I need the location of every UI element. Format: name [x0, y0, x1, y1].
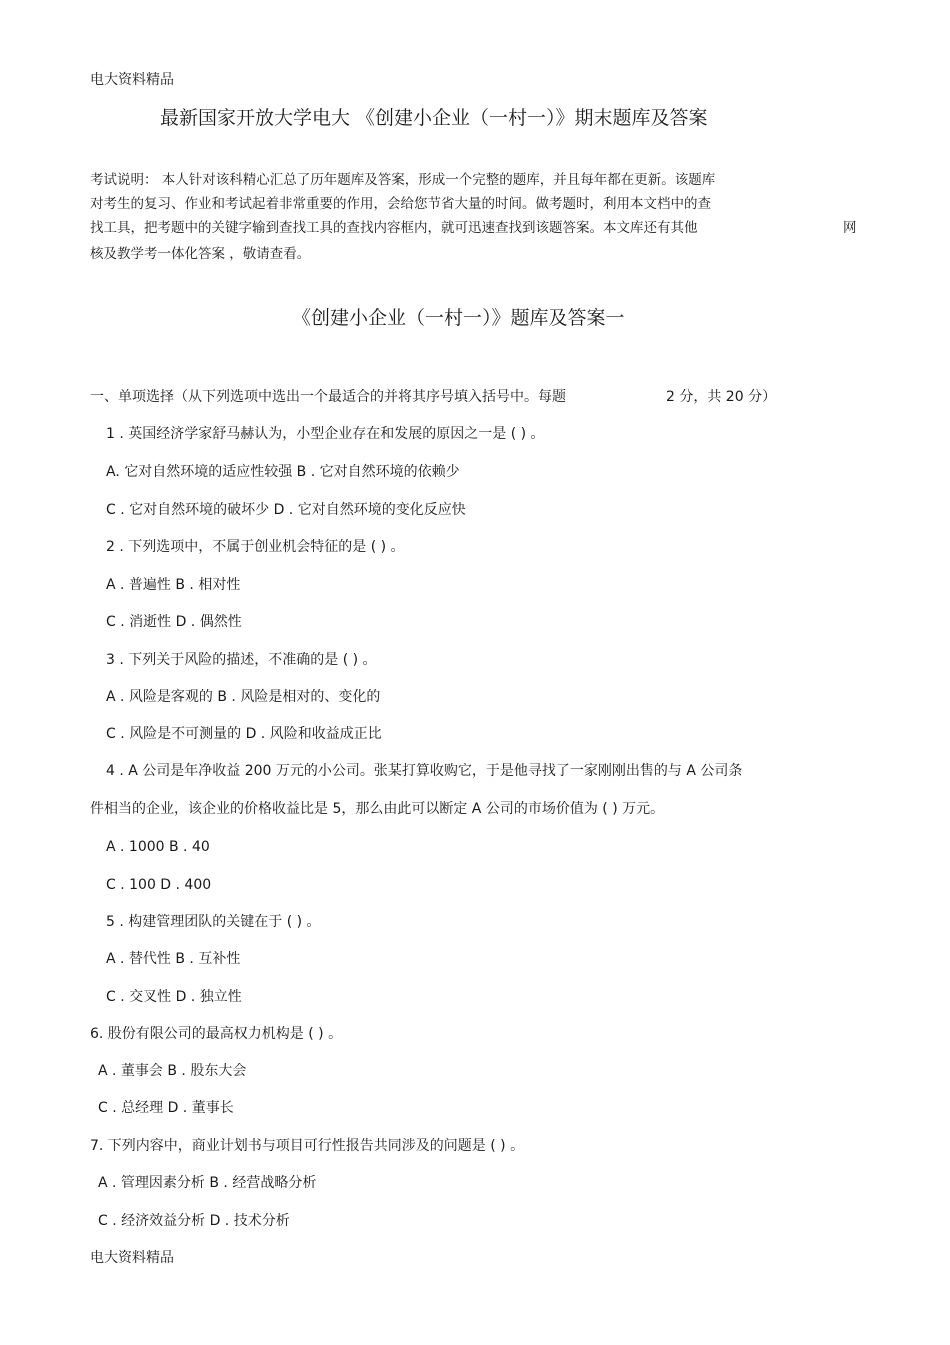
option-line: C . 100 D . 400: [106, 877, 212, 893]
page-footer: 电大资料精品: [90, 1250, 174, 1266]
option-line: A . 风险是客观的 B . 风险是相对的、变化的: [106, 689, 381, 705]
question-line: 5 . 构建管理团队的关键在于 ( ) 。: [106, 914, 321, 930]
option-line: C . 总经理 D . 董事长: [98, 1100, 234, 1116]
option-line: A. 它对自然环境的适应性较强 B . 它对自然环境的依赖少: [106, 464, 460, 480]
intro-line: 核及教学考一体化答案 ，敬请查看。: [90, 246, 311, 262]
option-line: C . 交叉性 D . 独立性: [106, 989, 242, 1005]
option-line: C . 它对自然环境的破坏少 D . 它对自然环境的变化反应快: [106, 502, 466, 518]
section-title: 《创建小企业（一村一）》题库及答案一: [292, 307, 625, 329]
option-line: A . 替代性 B . 互补性: [106, 951, 241, 967]
question-line: 7. 下列内容中，商业计划书与项目可行性报告共同涉及的问题是 ( ) 。: [90, 1138, 525, 1154]
option-line: A . 管理因素分析 B . 经营战略分析: [98, 1175, 317, 1191]
option-line: C . 消逝性 D . 偶然性: [106, 614, 242, 630]
question-line: 1 . 英国经济学家舒马赫认为，小型企业存在和发展的原因之一是 ( ) 。: [106, 426, 545, 442]
question-line: 6. 股份有限公司的最高权力机构是 ( ) 。: [90, 1026, 343, 1042]
option-line: A . 董事会 B . 股东大会: [98, 1063, 247, 1079]
question-line: 3 . 下列关于风险的描述，不准确的是 ( ) 。: [106, 652, 377, 668]
option-line: C . 风险是不可测量的 D . 风险和收益成正比: [106, 726, 382, 742]
question-line: 2 . 下列选项中，不属于创业机会特征的是 ( ) 。: [106, 539, 405, 555]
intro-line: 考试说明： 本人针对该科精心汇总了历年题库及答案，形成一个完整的题库，并且每年都在更新。该题库: [90, 172, 716, 188]
option-line: A . 普遍性 B . 相对性: [106, 577, 241, 593]
intro-line: 对考生的复习、作业和考试起着非常重要的作用，会给您节省大量的时间。做考题时，利用本文档中的查: [90, 196, 711, 212]
section-heading: 一、单项选择（从下列选项中选出一个最适合的并将其序号填入括号中。每题: [90, 389, 566, 405]
intro-line: 找工具，把考题中的关键字输到查找工具的查找内容框内，就可迅速查找到该题答案。本文库还有其他: [90, 220, 698, 236]
option-line: A . 1000 B . 40: [106, 839, 210, 855]
option-line: C . 经济效益分析 D . 技术分析: [98, 1213, 290, 1229]
page-header: 电大资料精品: [90, 72, 174, 88]
intro-line: 网: [843, 220, 857, 236]
question-line: 4 . A 公司是年净收益 200 万元的小公司。张某打算收购它，于是他寻找了一家刚刚出售的与 A 公司条: [106, 763, 743, 779]
section-score: 2 分，共 20 分）: [666, 389, 777, 405]
page-title: 最新国家开放大学电大 《创建小企业（一村一）》期末题库及答案: [160, 107, 708, 129]
question-line: 件相当的企业，该企业的价格收益比是 5，那么由此可以断定 A 公司的市场价值为 ( ) 万元。: [90, 801, 665, 817]
